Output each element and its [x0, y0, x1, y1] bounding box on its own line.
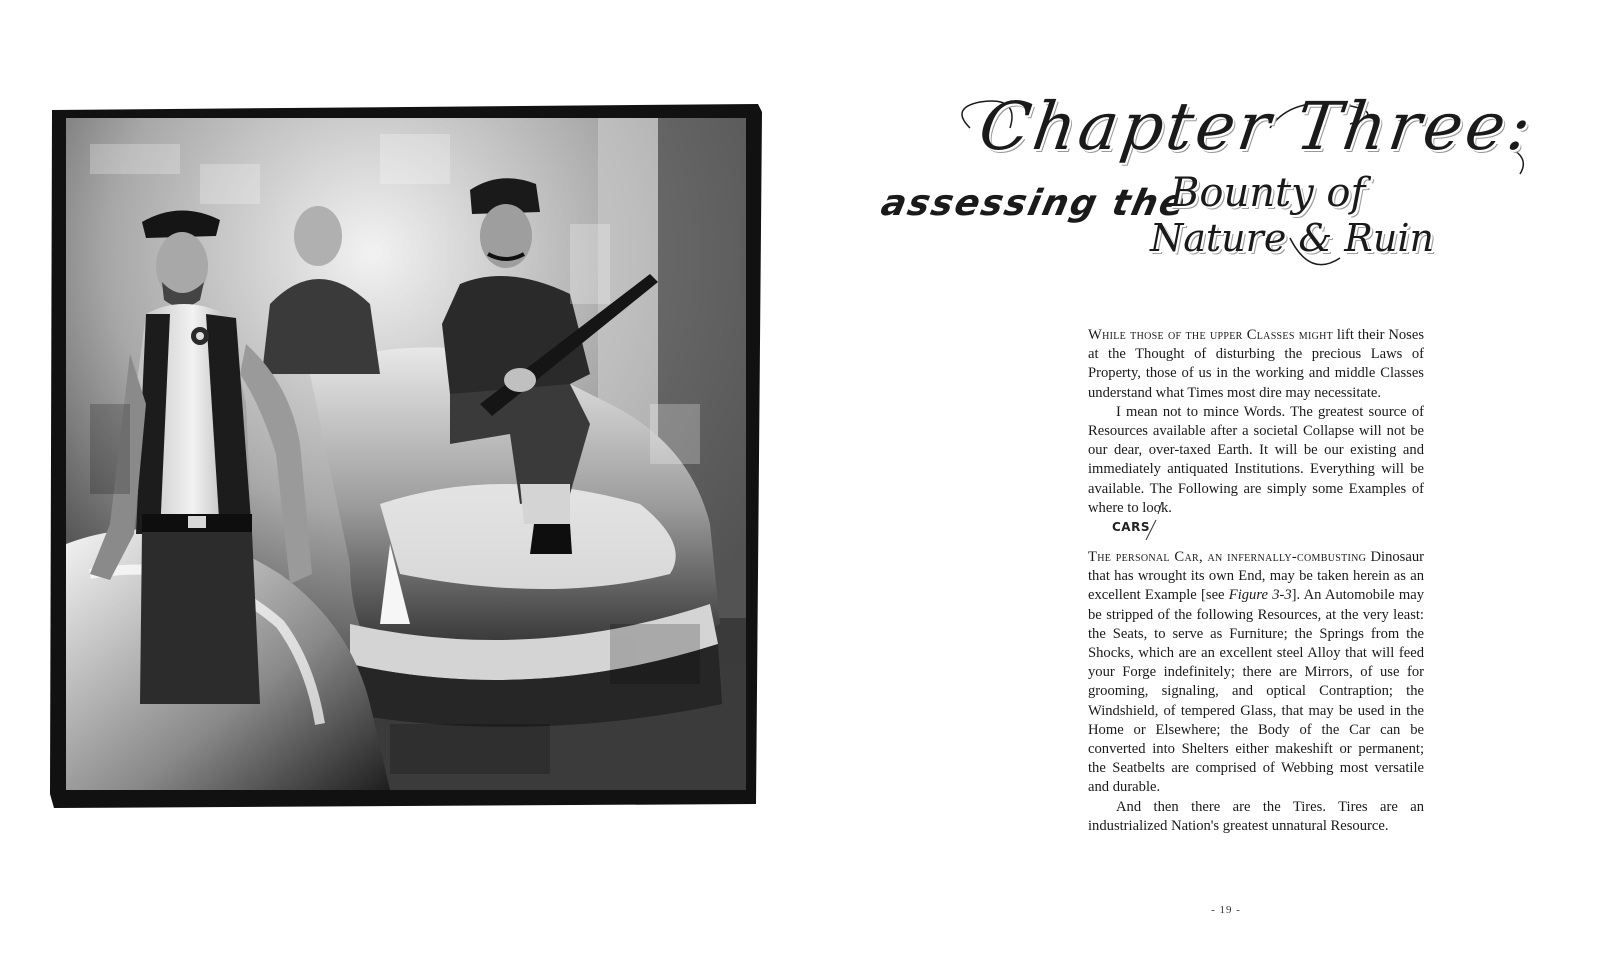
- paragraph: [1088, 326, 1424, 403]
- chapter-subtitle-lead: assessing the: [877, 183, 1191, 224]
- chapter-heading: [870, 88, 1570, 288]
- scavengers-illustration-icon: [50, 104, 762, 808]
- chapter-subtitle-nature: Nature & Ruin: [1150, 216, 1434, 260]
- chapter-body: [1088, 326, 1424, 836]
- paragraph: And then there are the Tires. Tires are an industrialized Nation's greatest unnatural Resource.: [1088, 798, 1424, 834]
- figure-reference: Figure 3-3: [1228, 587, 1292, 604]
- handwritten-annotation: CARS: [1112, 520, 1150, 535]
- page-number: - 19 -: [1211, 904, 1241, 916]
- chapter-subtitle-bounty: Bounty of: [1170, 170, 1366, 216]
- paragraph-text: lift their Noses at the Thought of disturbing the precious Laws of Property, those of us in the working and middle Classes understand what Times most dire may necessitate.: [1088, 327, 1425, 401]
- paragraph-text: Dinosaur that has wrought its own End, may be taken herein as an excellent Example [see: [1088, 549, 1424, 604]
- section-annotation-area: [1088, 518, 1424, 548]
- paragraph: [1088, 548, 1424, 798]
- paragraph-text: ]. An Automobile may be stripped of the following Resources, at the very least: the Seats, to serve as Furniture; the Springs from the Shocks, which are an excellent steel Alloy that will feed your Forge indefinitely; there are Mirrors, of use for grooming, signaling, and optical Contraption; the Windshield, of tempered Glass, that may be used in the Home or Elsewhere; the Body of the Car can be converted into Shelters either makeshift or permanent; the Seatbelts are comprised of Webbing most versatile and durable.: [1088, 587, 1424, 796]
- paragraph-lead-in: The personal Car, an infernally-combusting: [1088, 549, 1367, 566]
- caret-mark-icon: [1140, 500, 1170, 544]
- paragraph: I mean not to mince Words. The greatest source of Resources available after a societal Collapse will not be our dear, over-taxed Earth. It will be our existing and immediately antiquated Institutions. Everything will be available. The Following are simply some Examples of where to look.: [1088, 403, 1424, 516]
- paragraph-lead-in: While those of the upper Classes might: [1088, 327, 1334, 343]
- chapter-illustration: [50, 104, 762, 808]
- chapter-title: Chapter Three:: [974, 88, 1539, 165]
